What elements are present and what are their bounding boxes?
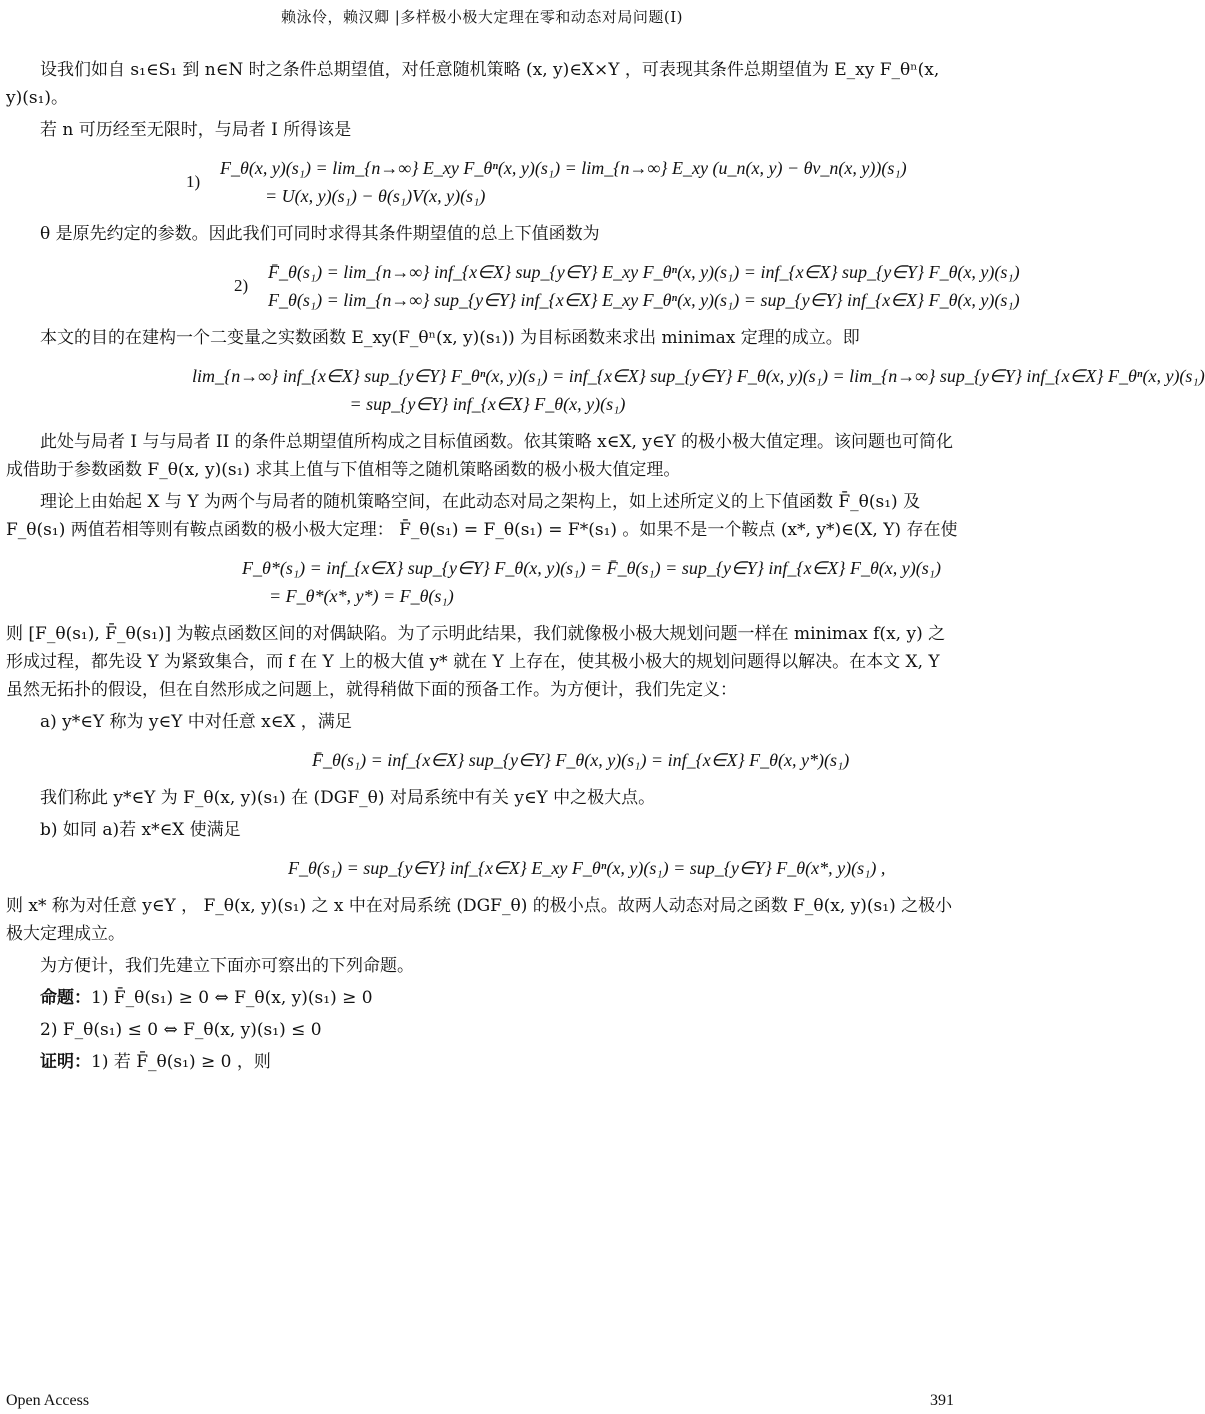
paragraph-text: 设我们如自 s₁∈S₁ 到 n∈N 时之条件总期望值，对任意随机策略 (x, y)∈X×Y ，可表现其条件总期望值为 E_xy F_θⁿ(x, y)(s₁)。	[6, 60, 940, 108]
equation-number: 1)	[186, 172, 201, 191]
bold-label: 证明：	[40, 1052, 91, 1072]
paragraph-text: a) y*∈Y 称为 y∈Y 中对任意 x∈X ，满足	[40, 712, 352, 732]
equation-line: lim_{n→∞} inf_{x∈X} sup_{y∈Y} F_θⁿ(x, y)(s₁) = inf_{x∈X} sup_{y∈Y} F_θ(x, y)(s₁) = lim_{n→∞} sup_{y∈Y} inf_{x∈X} F_θⁿ(x, y)(s₁)	[192, 366, 1205, 386]
running-header: 赖泳伶，赖汉卿 |多样极小极大定理在零和动态对局问题(I)	[281, 8, 683, 26]
paragraph	[6, 1048, 960, 1076]
equation	[6, 154, 960, 210]
equation	[6, 554, 960, 610]
paragraph-text: 1) 若 F̄_θ(s₁) ≥ 0 ，则	[91, 1052, 271, 1072]
paragraph-text: 若 n 可历经至无限时，与局者 I 所得该是	[40, 120, 352, 140]
paragraph	[6, 488, 960, 544]
article-body	[6, 56, 1205, 1080]
equation	[6, 362, 1205, 418]
equation-line: F_θ*(s₁) = inf_{x∈X} sup_{y∈Y} F_θ(x, y)(s₁) = F̄_θ(s₁) = sup_{y∈Y} inf_{x∈X} F_θ(x, y)(s₁)	[242, 558, 942, 578]
paragraph	[6, 116, 960, 144]
equation-line: = U(x, y)(s₁) − θ(s₁)V(x, y)(s₁)	[220, 186, 486, 206]
equation	[6, 258, 1020, 314]
paragraph	[40, 708, 960, 736]
equation-line: F̄_θ(s₁) = inf_{x∈X} sup_{y∈Y} F_θ(x, y)(s₁) = inf_{x∈X} F_θ(x, y*)(s₁)	[312, 750, 850, 770]
paragraph	[6, 784, 960, 812]
paragraph-text: 理论上由始起 X 与 Y 为两个与局者的随机策略空间，在此动态对局之架构上，如上述所定义的上下值函数 F̄_θ(s₁) 及 F_θ(s₁) 两值若相等则有鞍点函数的极小极大定理： F̄_θ(s₁) = F_θ(s₁) = F*(s₁) 。如果不是一个鞍点 (x*, y*)∈(X, Y) 存在使	[6, 492, 958, 540]
paragraph	[6, 620, 960, 704]
paragraph-text: θ 是原先约定的参数。因此我们可同时求得其条件期望值的总上下值函数为	[40, 224, 600, 244]
paragraph	[6, 952, 960, 980]
paragraph-text: 本文的目的在建构一个二变量之实数函数 E_xy(F_θⁿ(x, y)(s₁)) 为目标函数来求出 minimax 定理的成立。即	[40, 328, 860, 348]
equation-line: F_θ(s₁) = sup_{y∈Y} inf_{x∈X} E_xy F_θⁿ(x, y)(s₁) = sup_{y∈Y} F_θ(x*, y)(s₁) ,	[288, 858, 886, 878]
equation	[6, 854, 960, 882]
paragraph-text: 此处与局者 I 与与局者 II 的条件总期望值所构成之目标值函数。依其策略 x∈X, y∈Y 的极小极大值定理。该问题也可简化成借助于参数函数 F_θ(x, y)(s₁) 求其上值与下值相等之随机策略函数的极小极大值定理。	[6, 432, 954, 480]
equation-line: F̄_θ(s₁) = lim_{n→∞} inf_{x∈X} sup_{y∈Y} E_xy F_θⁿ(x, y)(s₁) = inf_{x∈X} sup_{y∈Y} F_θ(x, y)(s₁)	[268, 262, 1020, 282]
paragraph	[6, 220, 960, 248]
paragraph-text: 则 x* 称为对任意 y∈Y ， F_θ(x, y)(s₁) 之 x 中在对局系统 (DGF_θ) 的极小点。故两人动态对局之函数 F_θ(x, y)(s₁) 之极小极大定理成立。	[6, 896, 953, 944]
paragraph-text: 2) F_θ(s₁) ≤ 0 ⇔ F_θ(x, y)(s₁) ≤ 0	[40, 1020, 322, 1040]
equation-line: F_θ(s₁) = lim_{n→∞} sup_{y∈Y} inf_{x∈X} E_xy F_θⁿ(x, y)(s₁) = sup_{y∈Y} inf_{x∈X} F_θ(x, y)(s₁)	[268, 290, 1020, 310]
equation-number: 2)	[234, 276, 249, 295]
paragraph	[6, 324, 960, 352]
paragraph	[6, 984, 960, 1012]
paragraph-text: 我们称此 y*∈Y 为 F_θ(x, y)(s₁) 在 (DGF_θ) 对局系统中有关 y∈Y 中之极大点。	[40, 788, 656, 808]
paragraph-text: 为方便计，我们先建立下面亦可察出的下列命题。	[40, 956, 414, 976]
paragraph	[6, 56, 960, 112]
bold-label: 命题：	[40, 988, 91, 1008]
page-number: 391	[930, 1392, 954, 1409]
paragraph	[6, 1016, 960, 1044]
equation-line: F_θ(x, y)(s₁) = lim_{n→∞} E_xy F_θⁿ(x, y)(s₁) = lim_{n→∞} E_xy (u_n(x, y) − θv_n(x, y))(s₁)	[220, 158, 907, 178]
paragraph-text: b) 如同 a)若 x*∈X 使满足	[40, 820, 241, 840]
equation-line: = sup_{y∈Y} inf_{x∈X} F_θ(x, y)(s₁)	[192, 394, 626, 414]
paragraph	[40, 816, 960, 844]
paragraph	[6, 428, 960, 484]
equation-line: = F_θ*(x*, y*) = F_θ(s₁)	[242, 586, 454, 606]
paragraph-text: 则 [F_θ(s₁), F̄_θ(s₁)] 为鞍点函数区间的对偶缺陷。为了示明此结果，我们就像极小极大规划问题一样在 minimax f(x, y) 之形成过程，都先设 Y 为紧致集合，而 f 在 Y 上的极大值 y* 就在 Y 上存在，使其极小极大的规划问题得以解决。在本文 X, Y 虽然无拓扑的假设，但在自然形成之问题上，就得稍做下面的预备工作。为方便计，我们先定义：	[6, 624, 946, 700]
footer-open-access: Open Access	[6, 1392, 90, 1409]
paragraph	[6, 892, 960, 948]
paragraph-text: 1) F̄_θ(s₁) ≥ 0 ⇔ F_θ(x, y)(s₁) ≥ 0	[91, 988, 373, 1008]
equation	[6, 746, 960, 774]
